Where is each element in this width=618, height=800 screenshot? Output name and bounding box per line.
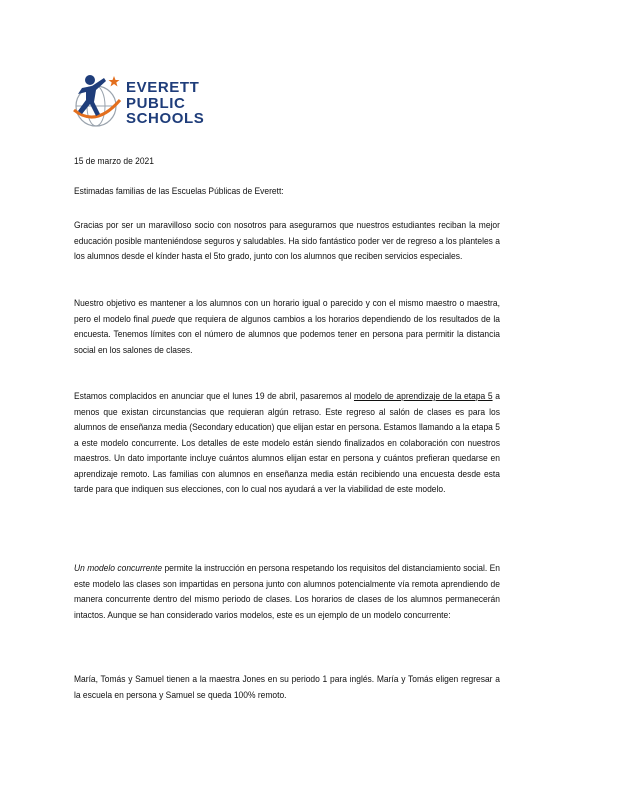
paragraph-3	[74, 389, 500, 498]
paragraph-3-text-a: Estamos complacidos en anunciar que el lunes 19 de abril, pasaremos al	[74, 391, 354, 401]
paragraph-5: María, Tomás y Samuel tienen a la maestra Jones en su periodo 1 para inglés. María y Tomás eligen regresar a la escuela en persona y Samuel se queda 100% remoto.	[74, 674, 500, 700]
globe-runner-icon	[70, 70, 130, 134]
paragraph-2-text-b: que requiera de algunos cambios a los horarios dependiendo de los resultados de la encuesta. Tenemos límites con el número de alumnos que podemos tener en persona para permitir la distancia social en los salones de clases.	[74, 313, 500, 355]
paragraph-2-text-a: Nuestro objetivo es mantener a los alumnos con un horario igual o parecido y con el mismo maestro o maestra, pero el modelo final	[74, 298, 500, 324]
paragraph-2-italic: puede	[151, 313, 176, 324]
paragraph-4-italic: Un modelo concurrente	[74, 563, 163, 573]
paragraph-2	[74, 296, 500, 358]
logo-line-3: SCHOOLS	[126, 110, 205, 127]
paragraph-4	[74, 561, 500, 623]
logo-line-2: PUBLIC	[126, 94, 186, 112]
paragraph-3-text-b: a menos que existan circunstancias que requieran algún retraso. Este regreso al salón de clases es para los alumnos de enseñanza media (Secondary education) que elijan estar en persona. Estamos llamando a la etapa 5 a este modelo concurrente. Los detalles de este modelo están siendo finalizados en colaboración con nuestros maestros. Un dato importante incluye cuántos alumnos elijan estar en persona y cuántos prefieran quedarse en aprendizaje remoto. Las familias con alumnos en enseñanza media están recibiendo una encuesta desde esta tarde para que indiquen sus elecciones, con lo cual nos ayudará a ver la viabilidad de este modelo.	[74, 391, 500, 494]
letter-greeting: Estimadas familias de las Escuelas Públicas de Everett:	[74, 186, 284, 196]
paragraph-4-text: permite la instrucción en persona respetando los requisitos del distanciamiento social. En este modelo las clases son impartidas en persona junto con alumnos potencialmente vía remota aprendiendo de manera concurrente dentro del mismo periodo de clases. Los horarios de clases de los alumnos permanecerán intactos. Aunque se han considerado varios modelos, este es un ejemplo de un modelo concurrente:	[74, 563, 500, 620]
paragraph-1: Gracias por ser un maravilloso socio con nosotros para asegurarnos que nuestros estudiantes reciban la mejor educación posible manteniéndose seguros y saludables. Ha sido fantástico poder ver de regreso a los planteles a los alumnos desde el kínder hasta el 5to grado, junto con los alumnos que reciben servicios especiales.	[74, 220, 500, 261]
logo-wordmark	[126, 80, 204, 127]
stage-5-model-link[interactable]: modelo de aprendizaje de la etapa 5	[353, 391, 493, 401]
letter-date: 15 de marzo de 2021	[74, 156, 154, 166]
district-logo	[70, 70, 220, 134]
logo-line-1: EVERETT	[126, 79, 200, 96]
